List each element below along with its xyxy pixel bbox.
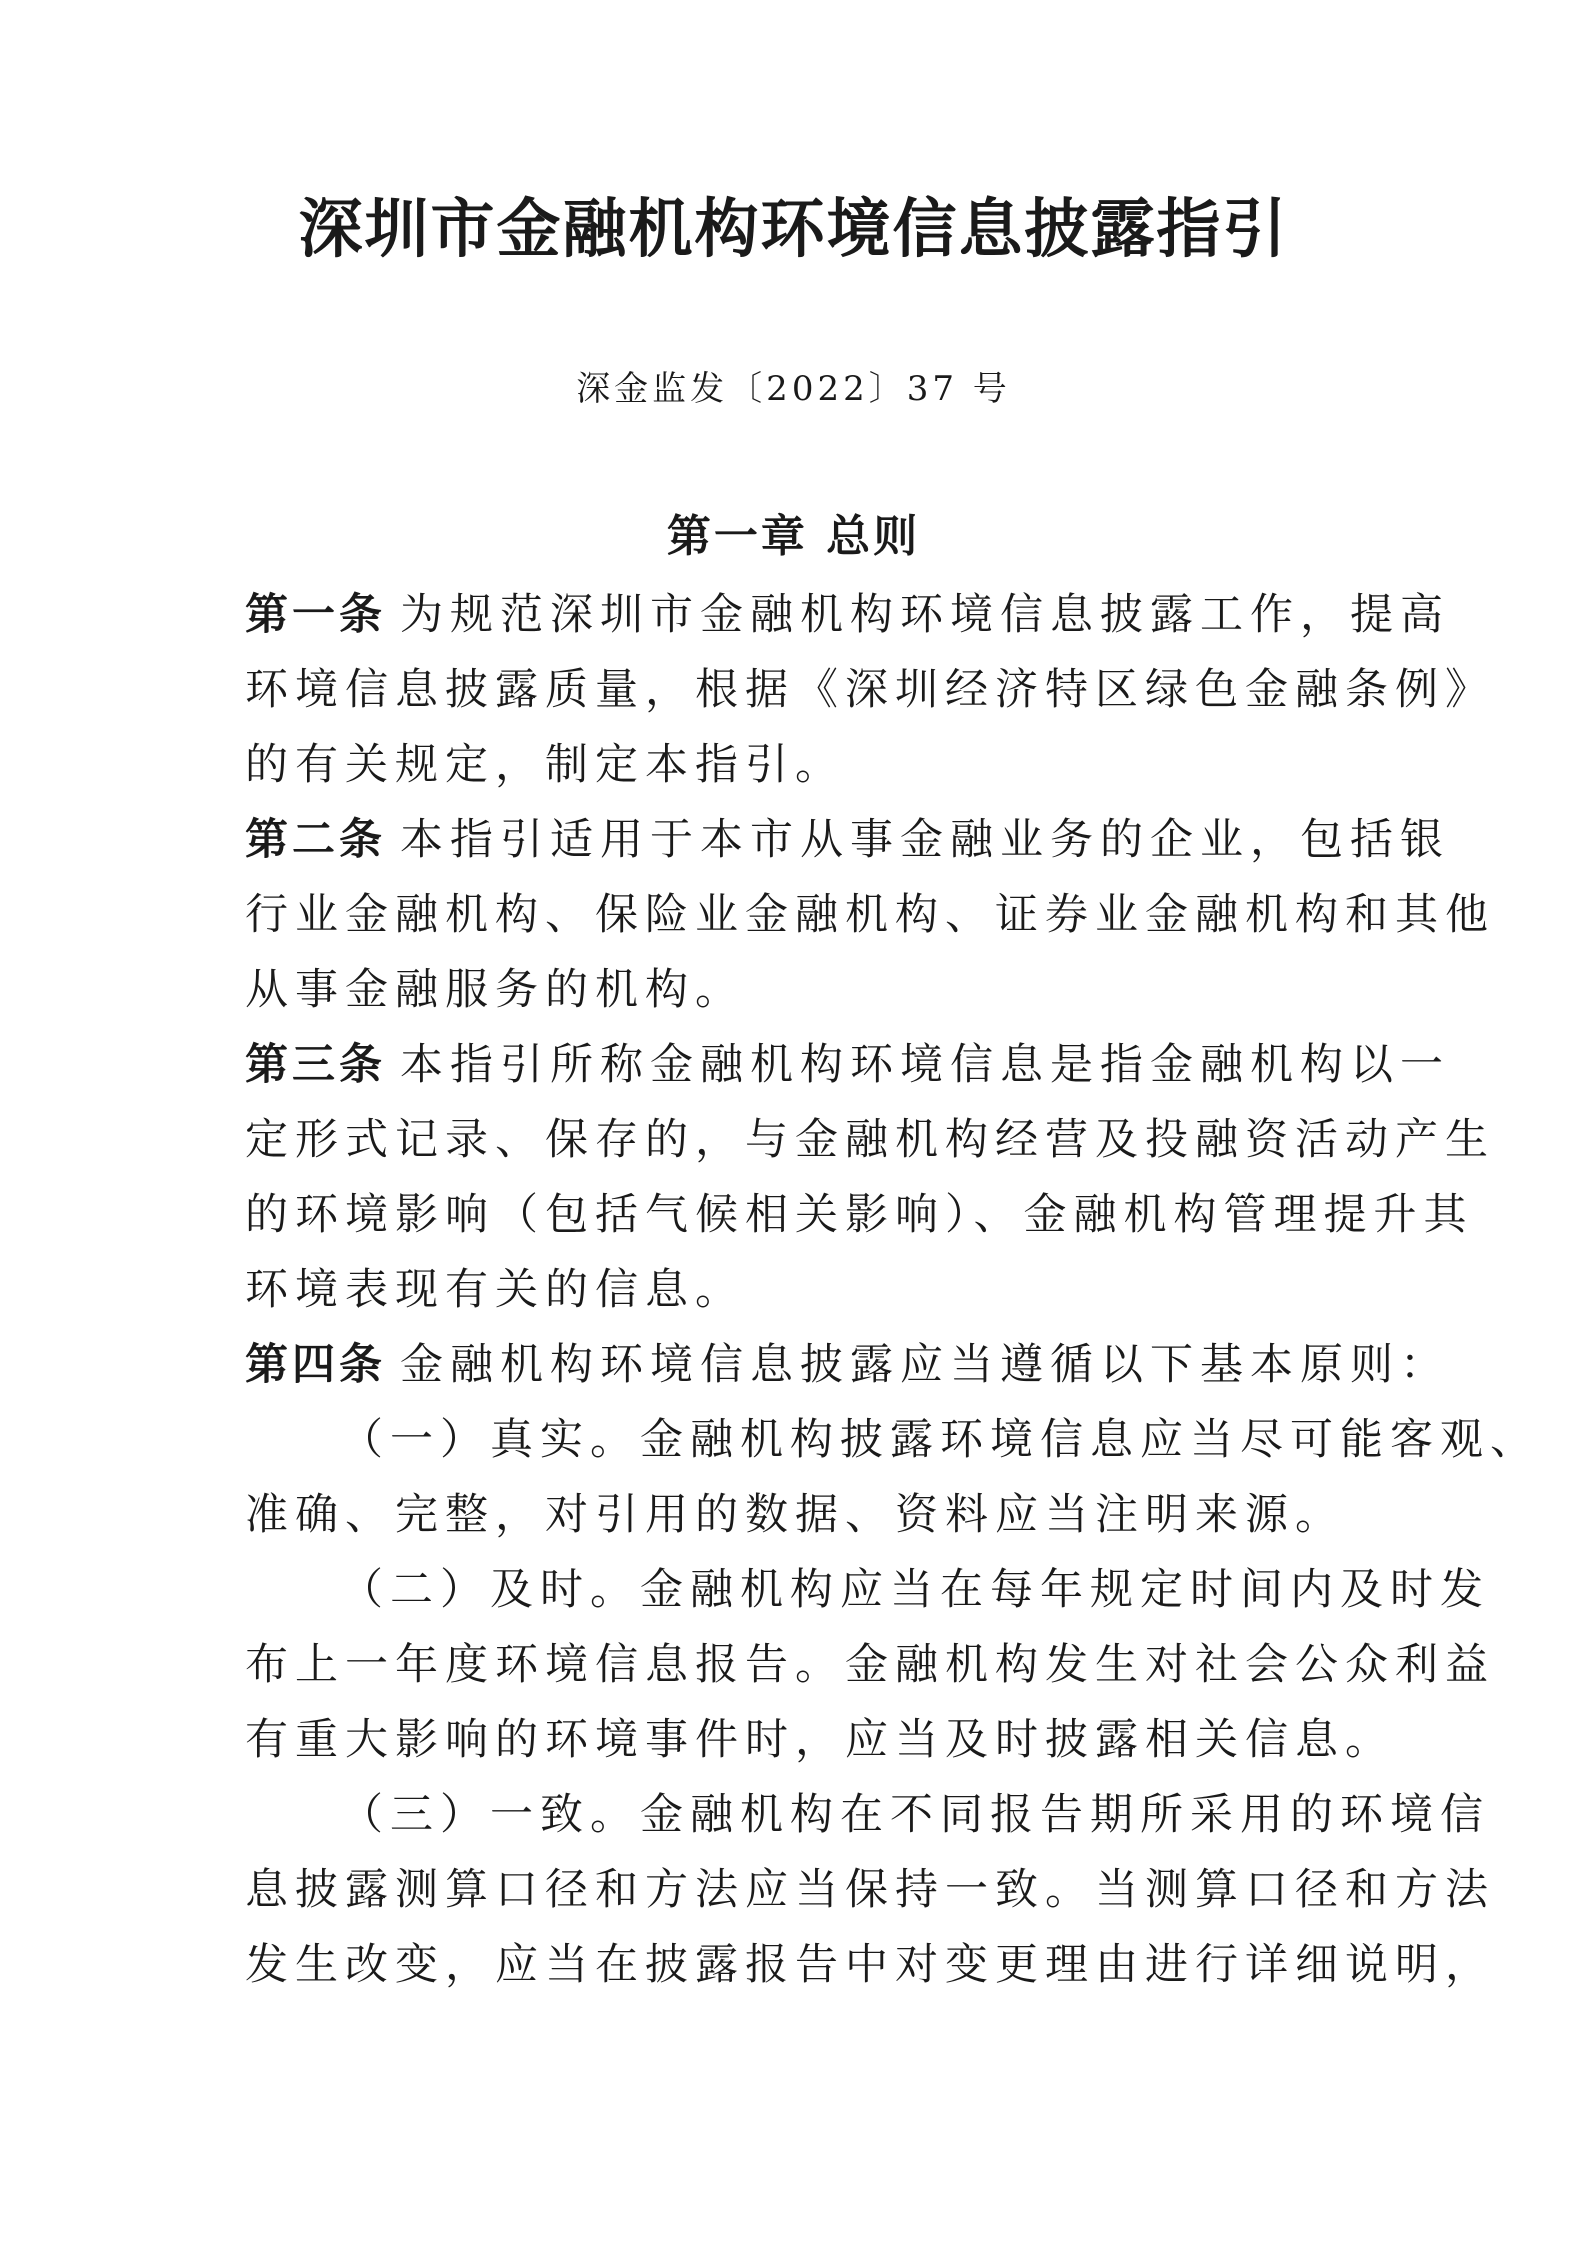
chapter-title: 第一章 总则: [666, 511, 921, 562]
principle-1-line-1: （一）真实。金融机构披露环境信息应当尽可能客观、: [340, 1415, 1540, 1465]
article-2-line-2: 行业金融机构、保险业金融机构、证券业金融机构和其他: [245, 890, 1495, 940]
article-1-text-1: 为规范深圳市金融机构环境信息披露工作，提高: [400, 590, 1450, 640]
article-3-text-1: 本指引所称金融机构环境信息是指金融机构以一: [400, 1040, 1450, 1090]
article-2-line-3: 从事金融服务的机构。: [245, 965, 745, 1015]
principle-2-line-3: 有重大影响的环境事件时，应当及时披露相关信息。: [245, 1715, 1395, 1765]
article-1-line-2: 环境信息披露质量，根据《深圳经济特区绿色金融条例》: [245, 665, 1495, 715]
document-title: 深圳市金融机构环境信息披露指引: [298, 192, 1289, 267]
article-4-text-1: 金融机构环境信息披露应当遵循以下基本原则：: [400, 1340, 1450, 1390]
principle-2-line-2: 布上一年度环境信息报告。金融机构发生对社会公众利益: [245, 1640, 1495, 1690]
principle-3-line-2: 息披露测算口径和方法应当保持一致。当测算口径和方法: [245, 1865, 1495, 1915]
article-4-line-1: [245, 1328, 1450, 1403]
article-1-line-1: [245, 578, 1450, 653]
article-2-line-1: [245, 803, 1450, 878]
article-1-label: 第一条: [245, 590, 386, 640]
article-1-line-3: 的有关规定，制定本指引。: [245, 740, 845, 790]
article-3-line-3: 的环境影响（包括气候相关影响）、金融机构管理提升其: [245, 1190, 1474, 1240]
principle-3-line-1: （三）一致。金融机构在不同报告期所采用的环境信: [340, 1790, 1490, 1840]
principle-3-line-3: 发生改变，应当在披露报告中对变更理由进行详细说明，: [245, 1940, 1495, 1990]
principle-2-line-1: （二）及时。金融机构应当在每年规定时间内及时发: [340, 1565, 1490, 1615]
article-3-line-2: 定形式记录、保存的，与金融机构经营及投融资活动产生: [245, 1115, 1495, 1165]
article-3-line-4: 环境表现有关的信息。: [245, 1265, 745, 1315]
article-2-label: 第二条: [245, 815, 386, 865]
article-4-label: 第四条: [245, 1340, 386, 1390]
article-2-text-1: 本指引适用于本市从事金融业务的企业，包括银: [400, 815, 1450, 865]
document-number: 深金监发〔2022〕37 号: [576, 369, 1011, 409]
article-3-line-1: [245, 1028, 1450, 1103]
document-body: [245, 578, 1540, 2003]
article-3-label: 第三条: [245, 1040, 386, 1090]
principle-1-line-2: 准确、完整，对引用的数据、资料应当注明来源。: [245, 1490, 1345, 1540]
